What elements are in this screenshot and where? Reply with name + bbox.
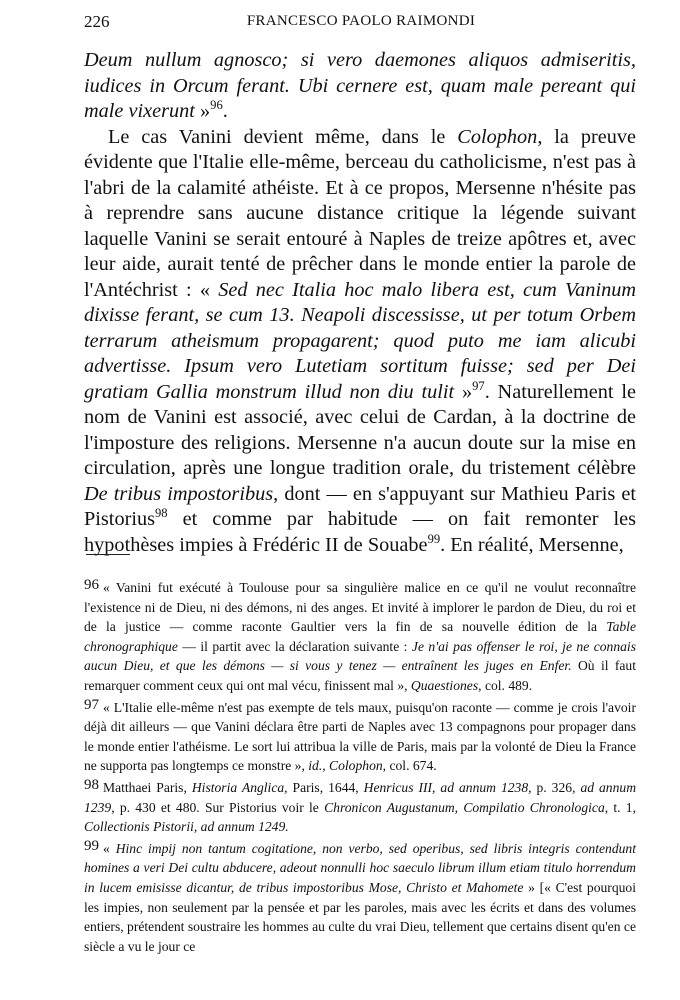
footnote-ref-96: 96 (210, 98, 223, 113)
paragraph-1: Deum nullum agnosco; si vero daemones aliquos admiseritis, iudices in Orcum ferant. Ubi cernere est, quam male pereant qui male vixerunt »$^{96}$. (84, 49, 636, 122)
main-text (84, 48, 636, 558)
footnote-ref-97: 97 (472, 378, 485, 393)
latin-quote-2: Sed nec Italia hoc malo libera est, cum Vaninum dixisse ferant, se cum 13. Neapoli discessisse, ut per totum Orbem terrarum atheismum propagarent; quod puto me iam alicubi advertisse. Ipsum vero Lutetiam sortitum fuisse; sed per Dei gratiam Gallia monstrum illud non diu tulit (84, 278, 637, 403)
page-header (84, 10, 638, 36)
footnote-number: 98 (84, 776, 99, 793)
footnote-96: 96 « Vanini fut exécuté à Toulouse pour sa singulière malice en ce qu'il ne voulut reconnaître l'existence ni de Dieu, ni des démons, ni des anges. Et invité à implorer le pardon de Dieu, du roi et de la justice — comme raconte Gaultier vers la fin de sa nouvelle édition de la Table chronographique — il partit avec la déclaration suivante : Je n'ai pas offenser le roi, je ne connais aucun Dieu, et que les démons — si vous y tenez — entraînent les juges en Enfer. Où il faut remarquer comment ceux qui ont mal vécu, finissent mal », Quaestiones, col. 489. (84, 577, 636, 693)
footnote-number: 96 (84, 577, 99, 593)
footnote-ref-98: 98 (155, 506, 168, 521)
footnote-98: 98 Matthaei Paris, Historia Anglica, Paris, 1644, Henricus III, ad annum 1238, p. 326, ad annum 1239, p. 430 et 480. Sur Pistorius voir le Chronicon Augustanum, Compilatio Chronologica, t. 1, Collectionis Pistorii, ad annum 1249. (84, 776, 637, 835)
footnote-97: 97 « L'Italie elle-même n'est pas exempte de tels maux, puisqu'on raconte — comme je crois l'avoir déjà dit ailleurs — que Vanini déclara être parti de Naples avec 13 compagnons pour propager dans le monde entier l'athéisme. Le sort lui attribua la ville de Paris, mais par la volonté de Dieu la France ne supporta pas longtemps ce monstre », id., Colophon, col. 674. (84, 696, 636, 774)
latin-quote: Deum nullum agnosco; si vero daemones aliquos admiseritis, iudices in Orcum ferant. Ubi cernere est, quam male pereant qui male vixerunt (84, 49, 636, 122)
footnote-separator (86, 554, 130, 555)
footnotes (84, 576, 636, 956)
running-head: FRANCESCO PAOLO RAIMONDI (246, 13, 476, 29)
colophon-title: Colophon (457, 125, 538, 148)
footnote-number: 97 (84, 696, 99, 713)
footnote-ref-99: 99 (427, 531, 441, 546)
footnote-number: 99 (84, 837, 99, 854)
page-number: 226 (84, 12, 110, 31)
footnote-99: 99 « Hinc impij non tantum cogitatione, non verbo, sed operibus, sed libris integris contendunt homines a veri Dei cultu abducere, adeout nonnulli hoc saeculo librum illum etiam titulo horrendum in lucem emisisse dicantur, de tribus impostoribus Mose, Christo et Mahomete » [« C'est pourquoi les impies, non seulement par la pensée et par les paroles, mais avec les écrits et dans des volumes entiers, prétendent soustraire les hommes au culte du vrai Dieu, tellement que certains disent qu'en ce siècle a vu le jour ce (84, 837, 636, 954)
paragraph-2: Le cas Vanini devient même, dans le Colophon, la preuve évidente que l'Italie elle-même, berceau du catholicisme, n'est pas à l'abri de la calamité athéiste. Et à ce propos, Mersenne n'hésite pas à reprendre sans aucune distance critique la légende suivant laquelle Vanini se serait entouré à Naples de treize apôtres et, avec leur aide, aurait tenté de prêcher dans le monde entier la parole de l'Antéchrist : « Sed nec Italia hoc malo libera est, cum Vaninum dixisse ferant, se cum 13. Neapoli discessisse, ut per totum Orbem terrarum atheismum propagarent; quod puto me iam alicubi advertisse. Ipsum vero Lutetiam sortitum fuisse; sed per Dei gratiam Gallia monstrum illud non diu tulit »$^{97}$. Naturellement le nom de Vanini est associé, avec celui de Cardan, à la doctrine de l'imposture des religions. Mersenne n'a aucun doute sur la mise en circulation, après une longue tradition orale, du tristement célèbre De tribus impostoribus, dont — en s'appuyant sur Mathieu Paris et Pistorius$^{98}$ et comme par habitude — on fait remonter les hypothèses impies à Frédéric II de Souabe$^{99}$. En réalité, Mersenne, (84, 125, 637, 556)
book-title: De tribus impostoribus (84, 482, 274, 505)
